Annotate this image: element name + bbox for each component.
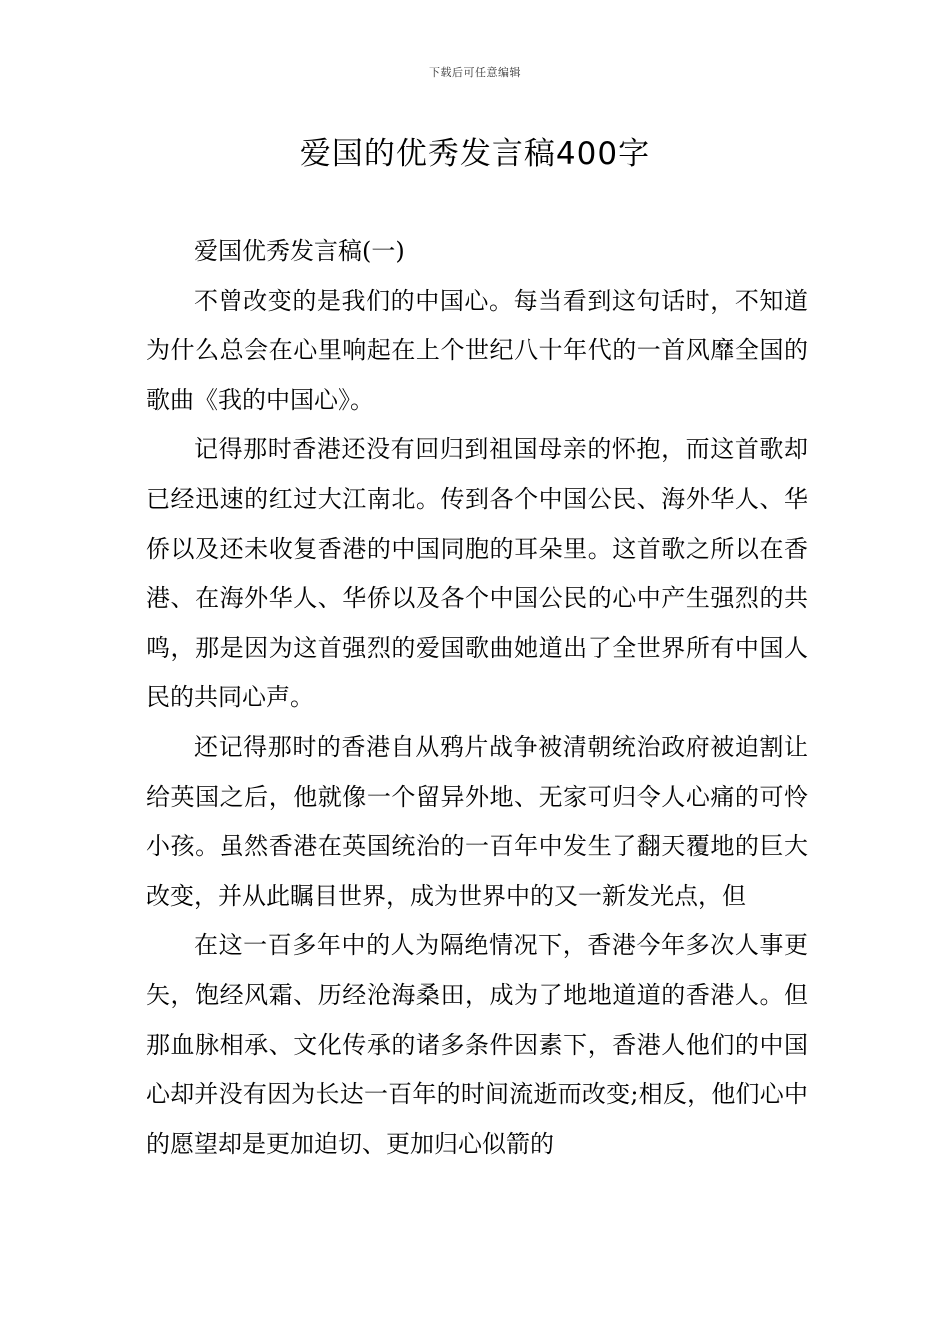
body-paragraph: 在这一百多年中的人为隔绝情况下，香港今年多次人事更矢，饱经风霜、历经沧海桑田，成为了地地道道的香港人。但那血脉相承、文化传承的诸多条件因素下，香港人他们的中国心却并没有因为长达一百年的时间流逝而改变;相反，他们心中的愿望却是更加迫切、更加归心似箭的 [146, 931, 808, 1158]
body-paragraph: 还记得那时的香港自从鸦片战争被清朝统治政府被迫割让给英国之后，他就像一个留异外地、无家可归令人心痛的可怜小孩。虽然香港在英国统治的一百年中发生了翻天覆地的巨大改变，并从此瞩目世界，成为世界中的又一新发光点，但 [146, 732, 808, 910]
body-paragraph: 不曾改变的是我们的中国心。每当看到这句话时，不知道为什么总会在心里响起在上个世纪八十年代的一首风靡全国的歌曲《我的中国心》。 [146, 286, 808, 414]
document-body [146, 227, 808, 1169]
document-title: 爱国的优秀发言稿400字 [299, 136, 651, 172]
section-heading: 爱国优秀发言稿(一) [194, 237, 405, 265]
header-note: 下载后可任意编辑 [429, 66, 521, 79]
body-paragraph: 记得那时香港还没有回归到祖国母亲的怀抱，而这首歌却已经迅速的红过大江南北。传到各个中国公民、海外华人、华侨以及还未收复香港的中国同胞的耳朵里。这首歌之所以在香港、在海外华人、华侨以及各个中国公民的心中产生强烈的共鸣，那是因为这首强烈的爱国歌曲她道出了全世界所有中国人民的共同心声。 [146, 435, 808, 712]
